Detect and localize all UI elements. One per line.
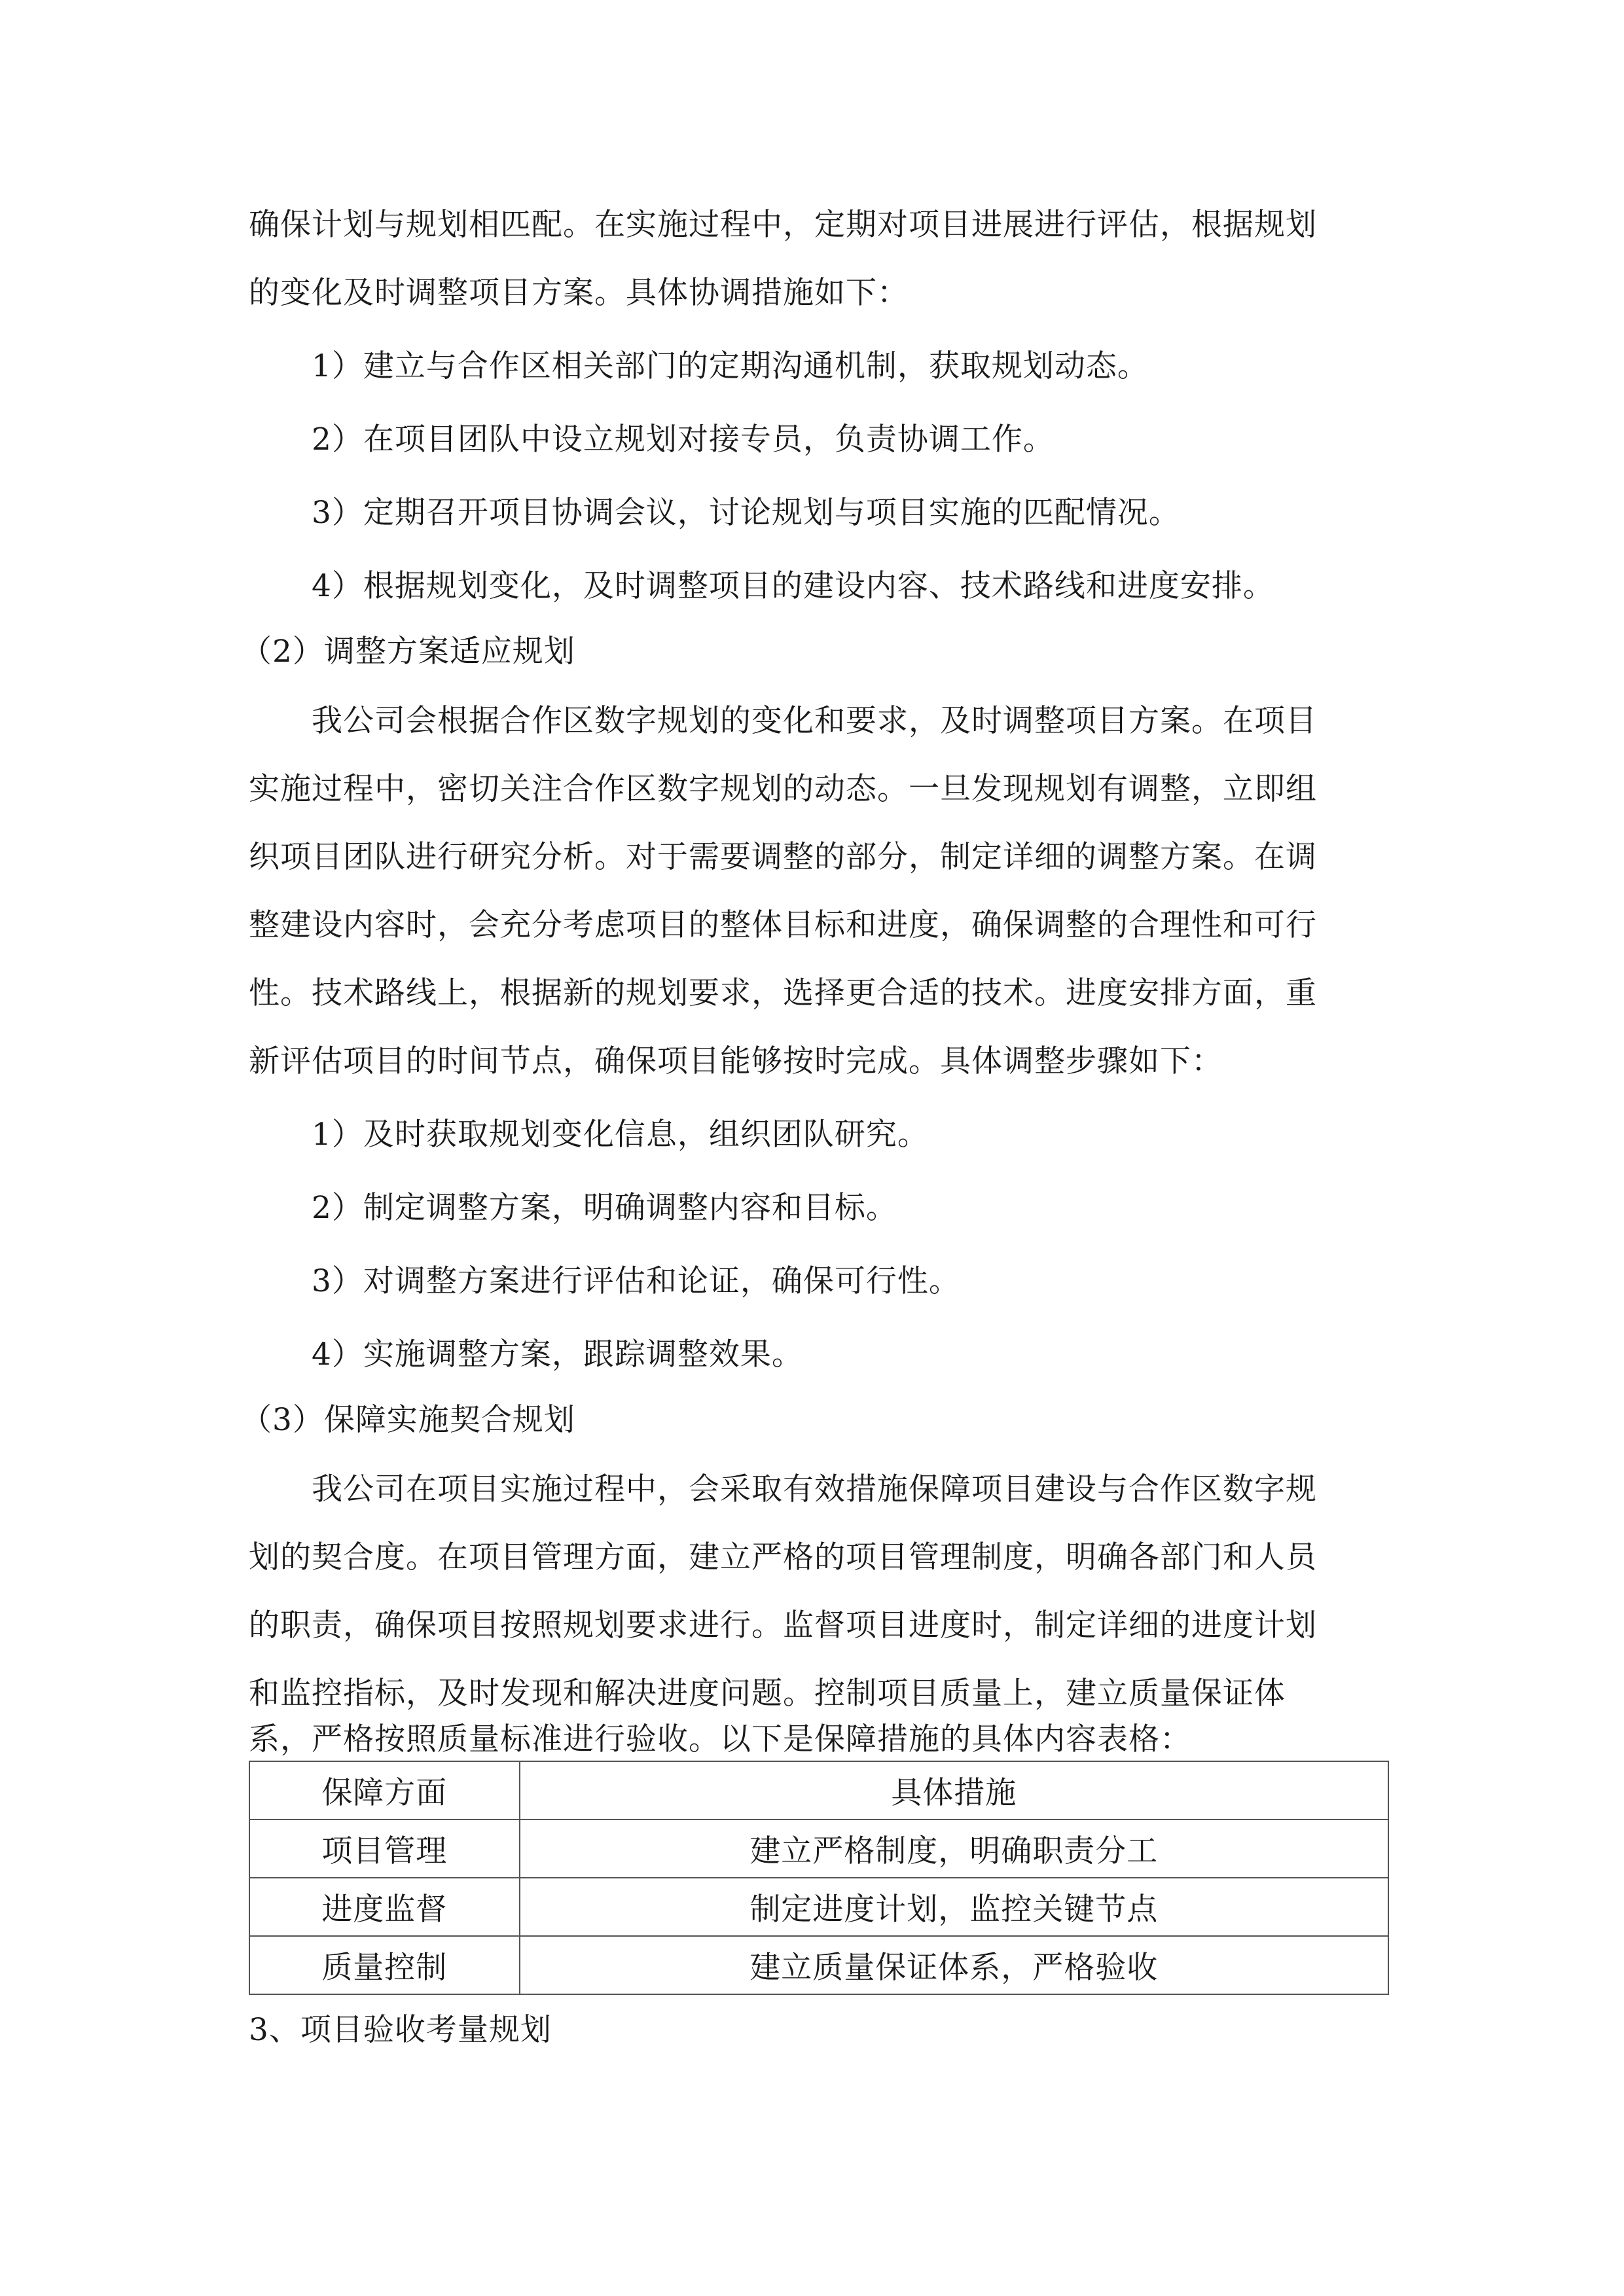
table-header-cell: 具体措施 (520, 1761, 1388, 1820)
list-item: 3）对调整方案进行评估和论证，确保可行性。 (312, 1263, 960, 1299)
list-item: 2）制定调整方案，明确调整内容和目标。 (312, 1190, 897, 1226)
paragraph-line: 织项目团队进行研究分析。对于需要调整的部分，制定详细的调整方案。在调 (249, 839, 1317, 875)
table-cell: 制定进度计划，监控关键节点 (520, 1878, 1388, 1936)
table-header-row (249, 1761, 1388, 1820)
paragraph-line: 我公司会根据合作区数字规划的变化和要求，及时调整项目方案。在项目 (312, 703, 1317, 739)
subsection-heading: （2）调整方案适应规划 (241, 634, 575, 670)
paragraph-line: 系，严格按照质量标准进行验收。以下是保障措施的具体内容表格： (249, 1721, 1191, 1757)
paragraph-line: 我公司在项目实施过程中，会采取有效措施保障项目建设与合作区数字规 (312, 1471, 1317, 1507)
table-cell: 质量控制 (249, 1936, 520, 1994)
table-row (249, 1820, 1388, 1878)
subsection-heading: （3）保障实施契合规划 (241, 1402, 575, 1438)
paragraph-line: 的职责，确保项目按照规划要求进行。监督项目进度时，制定详细的进度计划 (249, 1607, 1317, 1643)
table-cell: 建立严格制度，明确职责分工 (520, 1820, 1388, 1878)
paragraph-line: 整建设内容时，会充分考虑项目的整体目标和进度，确保调整的合理性和可行 (249, 907, 1317, 943)
table-row (249, 1936, 1388, 1994)
list-item: 2）在项目团队中设立规划对接专员，负责协调工作。 (312, 422, 1055, 457)
paragraph-line: 实施过程中，密切关注合作区数字规划的动态。一旦发现规划有调整，立即组 (249, 771, 1317, 807)
table-cell: 项目管理 (249, 1820, 520, 1878)
measures-table (249, 1761, 1389, 1995)
table-header-cell: 保障方面 (249, 1761, 520, 1820)
paragraph-line: 性。技术路线上，根据新的规划要求，选择更合适的技术。进度安排方面，重 (249, 975, 1317, 1011)
list-item: 1）建立与合作区相关部门的定期沟通机制，获取规划动态。 (312, 348, 1149, 384)
table-cell: 建立质量保证体系，严格验收 (520, 1936, 1388, 1994)
list-item: 3）定期召开项目协调会议，讨论规划与项目实施的匹配情况。 (312, 495, 1180, 531)
list-item: 4）根据规划变化，及时调整项目的建设内容、技术路线和进度安排。 (312, 568, 1274, 604)
table-cell: 进度监督 (249, 1878, 520, 1936)
list-item: 4）实施调整方案，跟踪调整效果。 (312, 1336, 803, 1372)
table-row (249, 1878, 1388, 1936)
paragraph-line: 确保计划与规划相匹配。在实施过程中，定期对项目进展进行评估，根据规划 (249, 207, 1317, 243)
list-item: 1）及时获取规划变化信息，组织团队研究。 (312, 1117, 929, 1153)
paragraph-line: 和监控指标，及时发现和解决进度问题。控制项目质量上，建立质量保证体 (249, 1676, 1286, 1712)
section-heading: 3、项目验收考量规划 (249, 2012, 552, 2048)
paragraph-line: 划的契合度。在项目管理方面，建立严格的项目管理制度，明确各部门和人员 (249, 1539, 1317, 1575)
paragraph-line: 新评估项目的时间节点，确保项目能够按时完成。具体调整步骤如下： (249, 1043, 1223, 1079)
paragraph-line: 的变化及时调整项目方案。具体协调措施如下： (249, 275, 909, 311)
